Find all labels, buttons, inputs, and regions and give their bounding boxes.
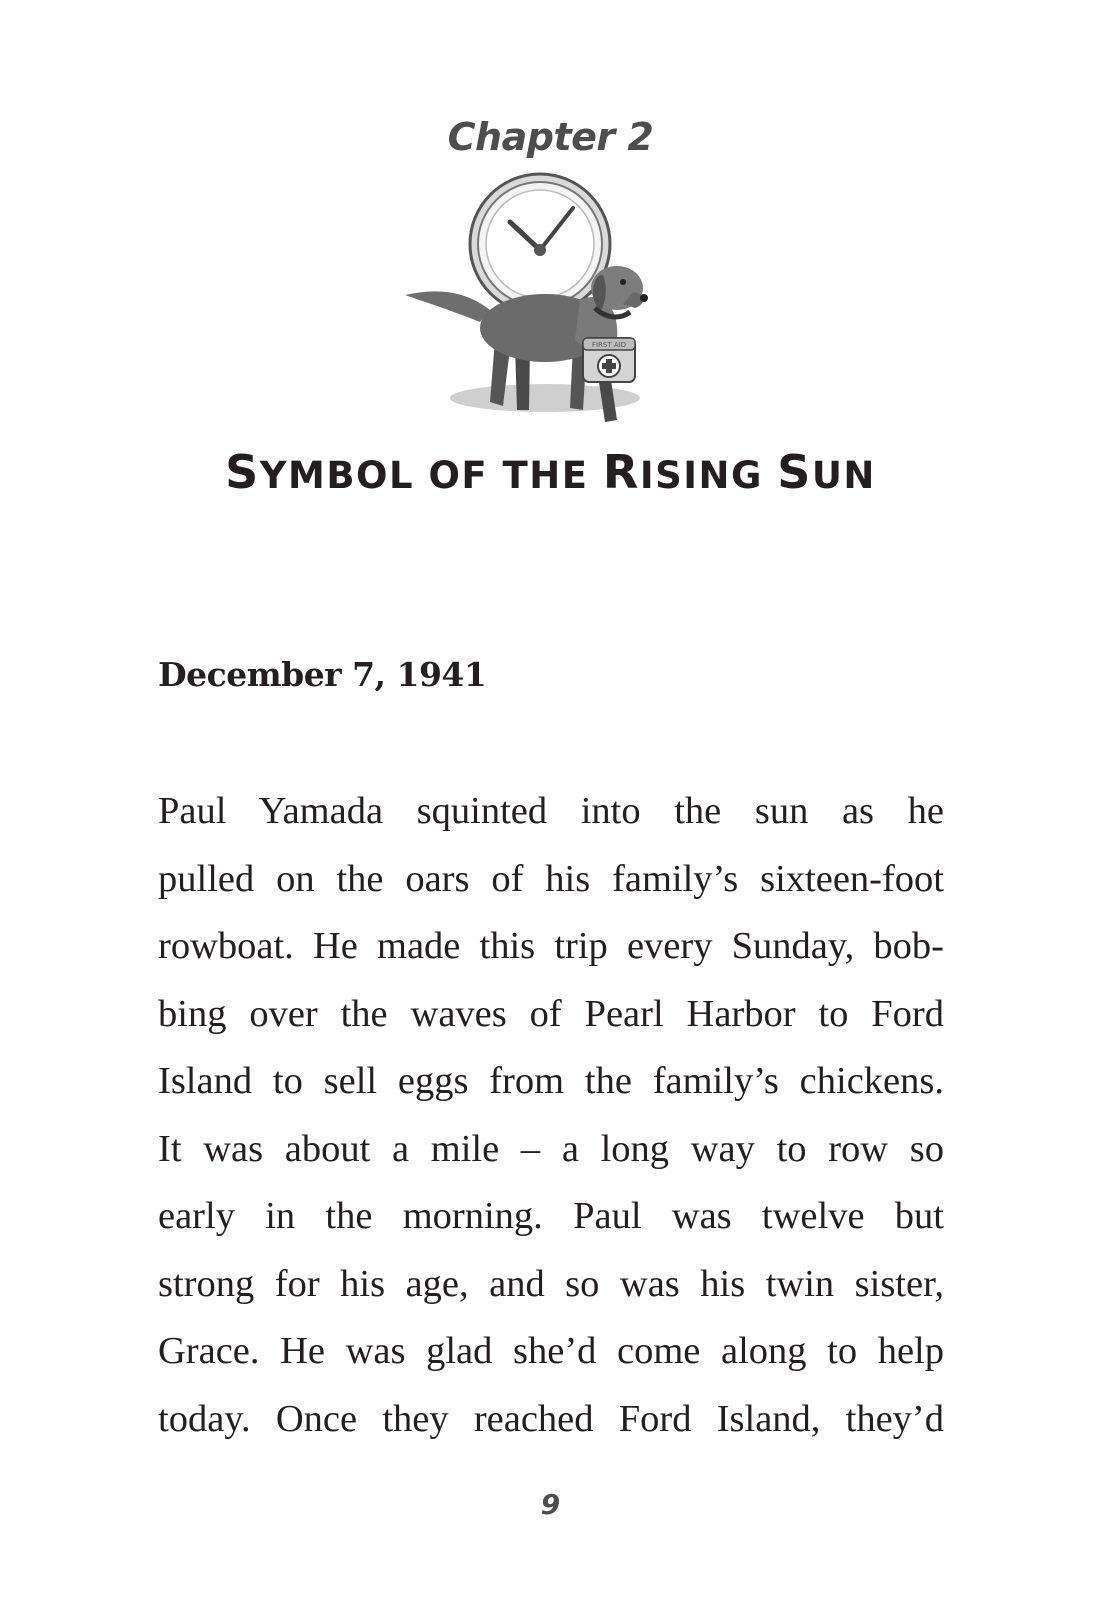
chapter-label: Chapter 2 (447, 115, 654, 159)
body-line: strong for his age, and so was his twin sister, (158, 1262, 944, 1305)
first-aid-kit-icon (583, 338, 635, 382)
title-part: SUN (777, 445, 876, 499)
dog-with-clock-icon (395, 170, 665, 442)
page-number: 9 (540, 1488, 561, 1521)
body-text (158, 778, 944, 1453)
body-line: rowboat. He made this trip every Sunday, bob- (158, 925, 944, 967)
body-line: early in the morning. Paul was twelve but (158, 1195, 944, 1237)
body-line: Island to sell eggs from the family’s chickens. (158, 1060, 944, 1102)
body-line: today. Once they reached Ford Island, they’d (158, 1397, 944, 1440)
date-heading: December 7, 1941 (158, 655, 487, 694)
chapter-title (0, 445, 1101, 499)
title-part: RISING (602, 445, 778, 499)
body-line: Grace. He was glad she’d come along to help (158, 1330, 944, 1372)
body-line: It was about a mile – a long way to row so (158, 1127, 944, 1170)
kit-label: FIRST AID (591, 341, 627, 349)
body-line: bing over the waves of Pearl Harbor to Ford (158, 992, 944, 1035)
body-line: pulled on the oars of his family’s sixteen-foot (158, 857, 944, 900)
clock-icon (470, 174, 610, 314)
title-part: SYMBOL OF THE (225, 445, 603, 499)
body-line: Paul Yamada squinted into the sun as he (158, 790, 944, 832)
